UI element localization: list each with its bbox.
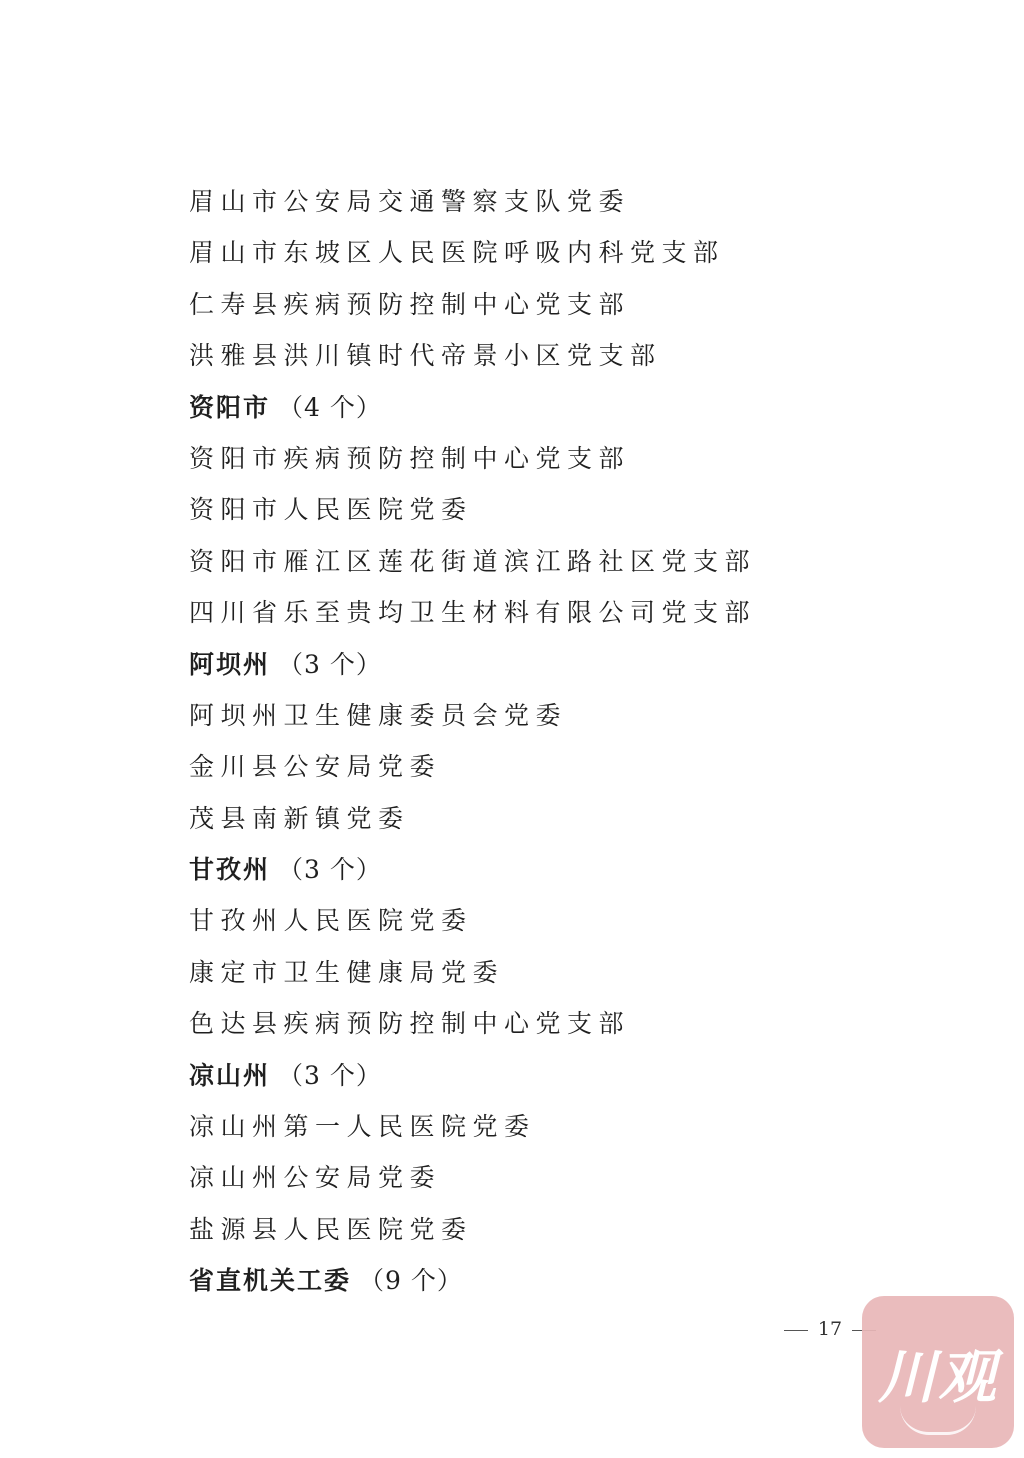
list-item: 金川县公安局党委 [189,752,442,782]
list-item: 仁寿县疾病预防控制中心党支部 [189,289,631,319]
section-heading-name: 资阳市 [189,392,271,422]
list-item: 眉山市公安局交通警察支队党委 [189,187,631,216]
list-item: 资阳市人民医院党委 [189,495,473,525]
list-item: 色达县疾病预防控制中心党支部 [189,1009,631,1039]
section-heading [189,1050,889,1101]
list-item: 资阳市雁江区莲花街道滨江路社区党支部 [189,546,757,576]
section-heading-count: （3 个） [278,649,382,679]
page-number-text: 17 [817,1318,843,1340]
list-item: 四川省乐至贵均卫生材料有限公司党支部 [189,598,757,628]
section-heading-count: （3 个） [278,855,382,885]
page-number-dash-left [784,1330,808,1331]
list-item: 盐源县人民医院党委 [189,1214,473,1244]
section-heading [189,382,889,433]
list-item: 洪雅县洪川镇时代帝景小区党支部 [189,341,662,371]
list-item: 甘孜州人民医院党委 [189,906,473,936]
chuanguan-logo-watermark [862,1296,1014,1448]
section-heading-name: 甘孜州 [189,855,271,885]
list-item: 阿坝州卫生健康委员会党委 [189,700,568,730]
section-heading-name: 省直机关工委 [189,1266,352,1296]
section-heading [189,639,889,690]
list-item: 凉山州公安局党委 [189,1163,442,1193]
list-item: 资阳市疾病预防控制中心党支部 [189,443,631,473]
list-item: 凉山州第一人民医院党委 [189,1112,536,1142]
watermark-text: 川观 [877,1343,998,1411]
list-item: 眉山市东坡区人民医院呼吸内科党支部 [189,238,725,268]
section-heading [189,1255,889,1306]
section-heading-name: 阿坝州 [189,649,271,679]
section-heading-name: 凉山州 [189,1060,271,1090]
section-heading-count: （4 个） [278,392,382,422]
section-heading [189,844,889,895]
organization-list [189,176,889,1307]
list-item: 茂县南新镇党委 [189,803,410,833]
section-heading-count: （3 个） [278,1060,382,1090]
list-item: 康定市卫生健康局党委 [189,957,505,987]
section-heading-count: （9 个） [359,1266,463,1296]
